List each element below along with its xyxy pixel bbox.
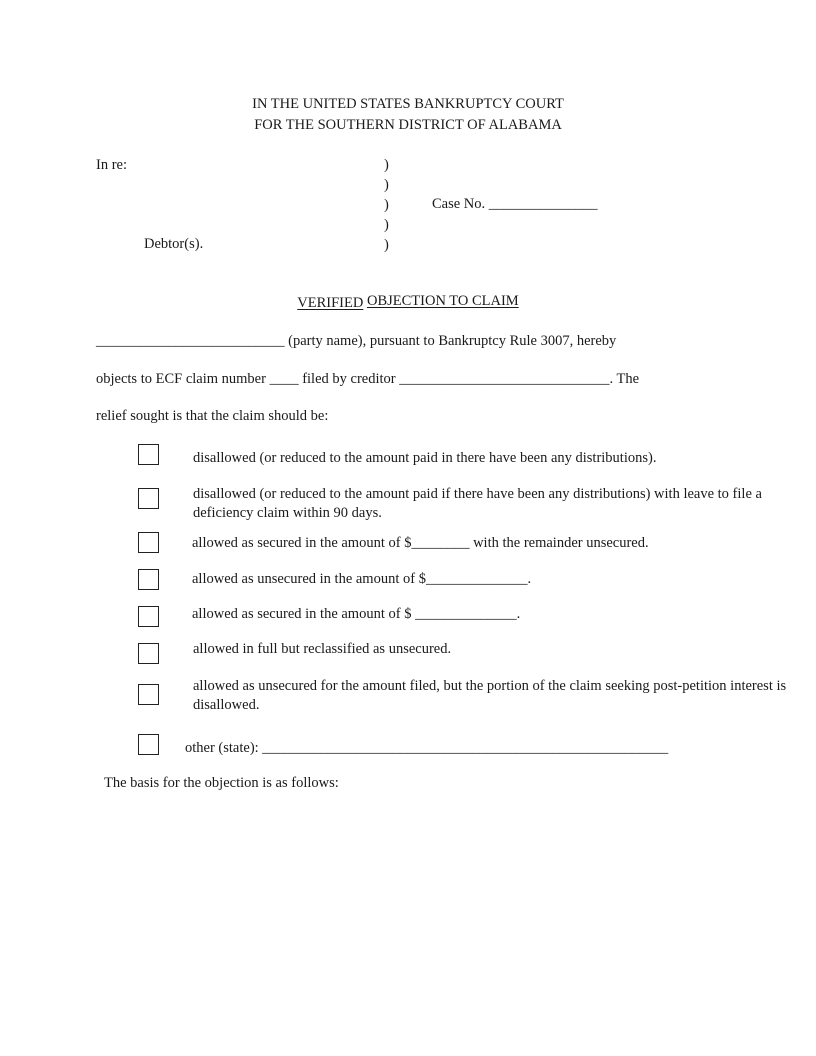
caption-paren: ) bbox=[384, 157, 389, 173]
caption-paren: ) bbox=[384, 237, 389, 253]
option-checkbox-unsecured-amount[interactable] bbox=[138, 569, 159, 590]
option-label: allowed as secured in the amount of $ ______________. bbox=[192, 606, 521, 622]
option-label: allowed in full but reclassified as unsecured. bbox=[193, 641, 452, 657]
option-checkbox-other[interactable] bbox=[138, 734, 159, 755]
option-checkbox-disallowed[interactable] bbox=[138, 444, 159, 465]
title-objection: OBJECTION TO CLAIM bbox=[366, 293, 519, 309]
case-number-field[interactable]: Case No. _______________ bbox=[432, 196, 598, 212]
option-checkbox-reclassified[interactable] bbox=[138, 643, 159, 664]
option-label: allowed as unsecured in the amount of $______________. bbox=[192, 571, 532, 587]
court-heading-line1: IN THE UNITED STATES BANKRUPTCY COURT bbox=[252, 96, 564, 112]
option-label-other[interactable]: other (state): ________________________________________________________ bbox=[185, 740, 669, 756]
option-label: allowed as unsecured for the amount filed, but the portion of the claim seeking post-petition interest is disallowed. bbox=[193, 678, 787, 713]
option-checkbox-secured-amount[interactable] bbox=[138, 606, 159, 627]
option-label: disallowed (or reduced to the amount paid in there have been any distributions). bbox=[193, 450, 657, 466]
caption-paren: ) bbox=[384, 217, 389, 233]
option-checkbox-interest-disallowed[interactable] bbox=[138, 684, 159, 705]
caption-paren: ) bbox=[384, 197, 389, 213]
debtor-label: Debtor(s). bbox=[144, 236, 204, 252]
in-re-label: In re: bbox=[96, 157, 127, 173]
option-checkbox-secured-remainder[interactable] bbox=[138, 532, 159, 553]
basis-heading: The basis for the objection is as follows: bbox=[104, 775, 339, 791]
caption-paren: ) bbox=[384, 177, 389, 193]
body-line-2: objects to ECF claim number ____ filed by creditor _____________________________. The bbox=[96, 371, 640, 387]
option-label: allowed as secured in the amount of $________ with the remainder unsecured. bbox=[192, 535, 649, 551]
title-verified: VERIFIED bbox=[297, 295, 364, 311]
body-line-1: __________________________ (party name), pursuant to Bankruptcy Rule 3007, hereby bbox=[96, 333, 617, 349]
option-checkbox-disallowed-with-leave[interactable] bbox=[138, 488, 159, 509]
document-title bbox=[0, 293, 816, 311]
body-line-3: relief sought is that the claim should be: bbox=[96, 408, 329, 424]
court-heading-line2: FOR THE SOUTHERN DISTRICT OF ALABAMA bbox=[254, 117, 562, 133]
option-label: disallowed (or reduced to the amount paid if there have been any distributions) with leave to file a deficiency claim within 90 days. bbox=[193, 486, 762, 521]
